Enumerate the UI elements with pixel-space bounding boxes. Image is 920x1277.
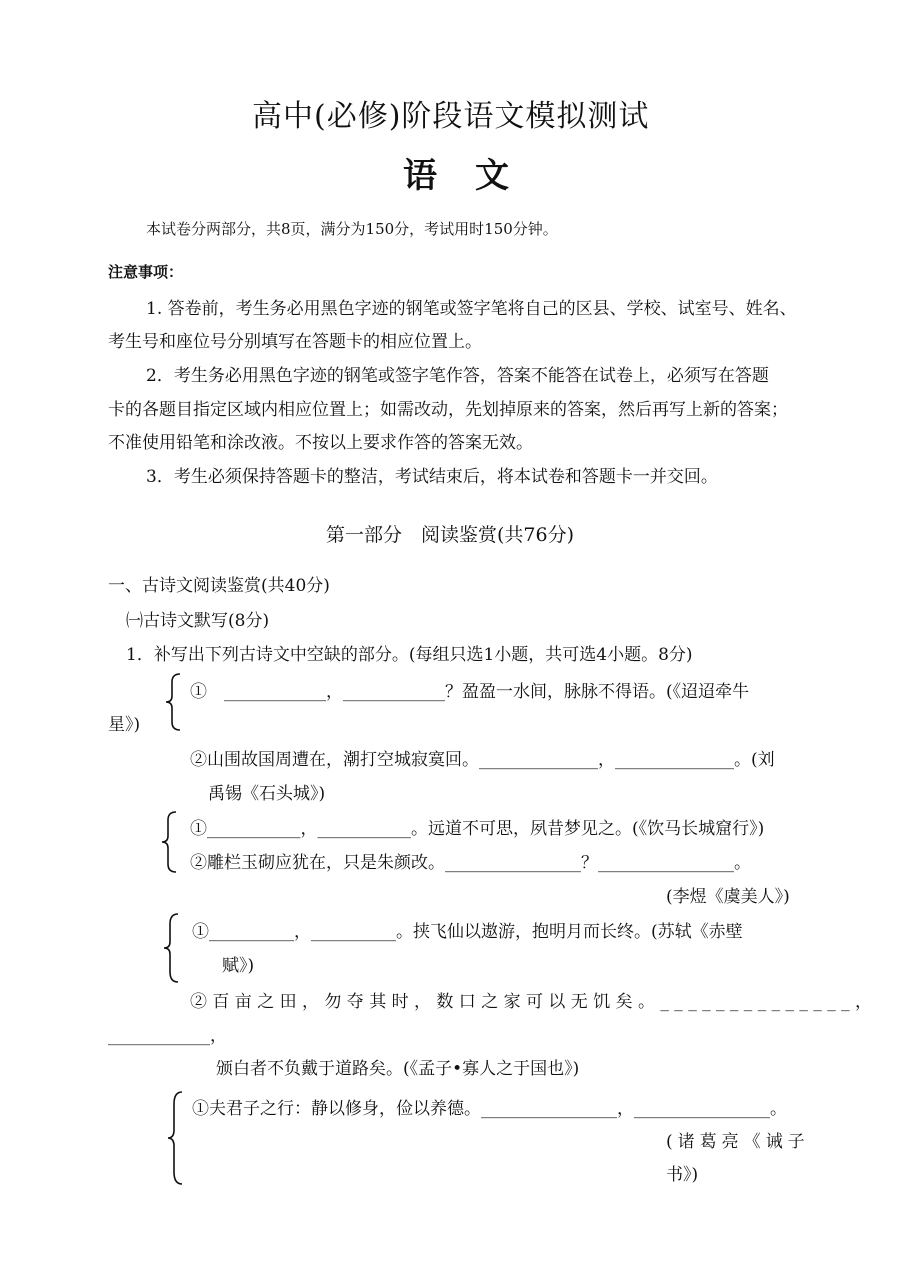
g4-item1-line3: 书》) bbox=[666, 1165, 699, 1185]
subject-title: 语文 bbox=[403, 156, 547, 196]
note-line-2: 考生号和座位号分别填写在答题卡的相应位置上。 bbox=[108, 332, 482, 352]
g3-item1-line2: 赋》) bbox=[222, 956, 255, 976]
notes-heading: 注意事项： bbox=[108, 263, 184, 281]
section1-heading: 一、古诗文阅读鉴赏(共40分) bbox=[108, 576, 330, 596]
section1-subheading: ㈠古诗文默写(8分) bbox=[126, 611, 270, 631]
g1-item1-line2: 星》) bbox=[108, 715, 141, 735]
g2-item2-line1: ②雕栏玉砌应犹在，只是朱颜改。________________？________________。 bbox=[190, 853, 751, 873]
g3-item2-line2: ____________， bbox=[108, 1026, 227, 1046]
g3-item2-line1: ②百亩之田，勿夺其时，数口之家可以无饥矣。______________， bbox=[190, 992, 878, 1012]
note-line-6: 3．考生必须保持答题卡的整洁，考试结束后，将本试卷和答题卡一并交回。 bbox=[146, 467, 718, 487]
question-1: 1．补写出下列古诗文中空缺的部分。(每组只选1小题，共可选4小题。8分) bbox=[126, 645, 693, 665]
g3-item2-line3: 颁白者不负戴于道路矣。(《孟子•寡人之于国也》) bbox=[216, 1059, 580, 1079]
g1-item1-line1: ① ____________，____________？盈盈一水间，脉脉不得语。(《迢迢牵牛 bbox=[190, 682, 750, 702]
g1-item2-line2: 禹锡《石头城》) bbox=[208, 784, 326, 804]
exam-title: 高中(必修)阶段语文模拟测试 bbox=[252, 99, 650, 134]
brace-icon bbox=[166, 1090, 186, 1186]
g4-item1-line1: ①夫君子之行：静以修身，俭以养德。________________，________________。 bbox=[192, 1099, 787, 1119]
note-line-3: 2．考生务必用黑色字迹的钢笔或签字笔作答，答案不能答在试卷上，必须写在答题 bbox=[146, 366, 769, 386]
g2-item1-line1: ①___________，___________。远道不可思，夙昔梦见之。(《饮马长城窟行》) bbox=[190, 819, 765, 839]
g2-item2-line2: (李煜《虞美人》) bbox=[666, 887, 790, 907]
note-line-4: 卡的各题目指定区域内相应位置上；如需改动，先划掉原来的答案，然后再写上新的答案； bbox=[108, 400, 788, 420]
part1-heading: 第一部分 阅读鉴赏(共76分) bbox=[326, 524, 575, 546]
brace-icon bbox=[162, 912, 182, 984]
exam-intro: 本试卷分两部分，共8页，满分为150分，考试用时150分钟。 bbox=[146, 220, 558, 238]
g1-item2-line1: ②山围故国周遭在，潮打空城寂寞回。______________，______________。(刘 bbox=[190, 750, 775, 770]
g4-item1-line2: (诸葛亮《诫子 bbox=[666, 1132, 810, 1152]
note-line-1: 1. 答卷前，考生务必用黑色字迹的钢笔或签字笔将自己的区县、学校、试室号、姓名、 bbox=[146, 299, 797, 319]
g3-item1-line1: ①__________，__________。挟飞仙以遨游，抱明月而长终。(苏轼《赤壁 bbox=[192, 922, 743, 942]
note-line-5: 不准使用铅笔和涂改液。不按以上要求作答的答案无效。 bbox=[108, 433, 533, 453]
brace-icon bbox=[164, 672, 184, 732]
brace-icon bbox=[160, 810, 180, 874]
